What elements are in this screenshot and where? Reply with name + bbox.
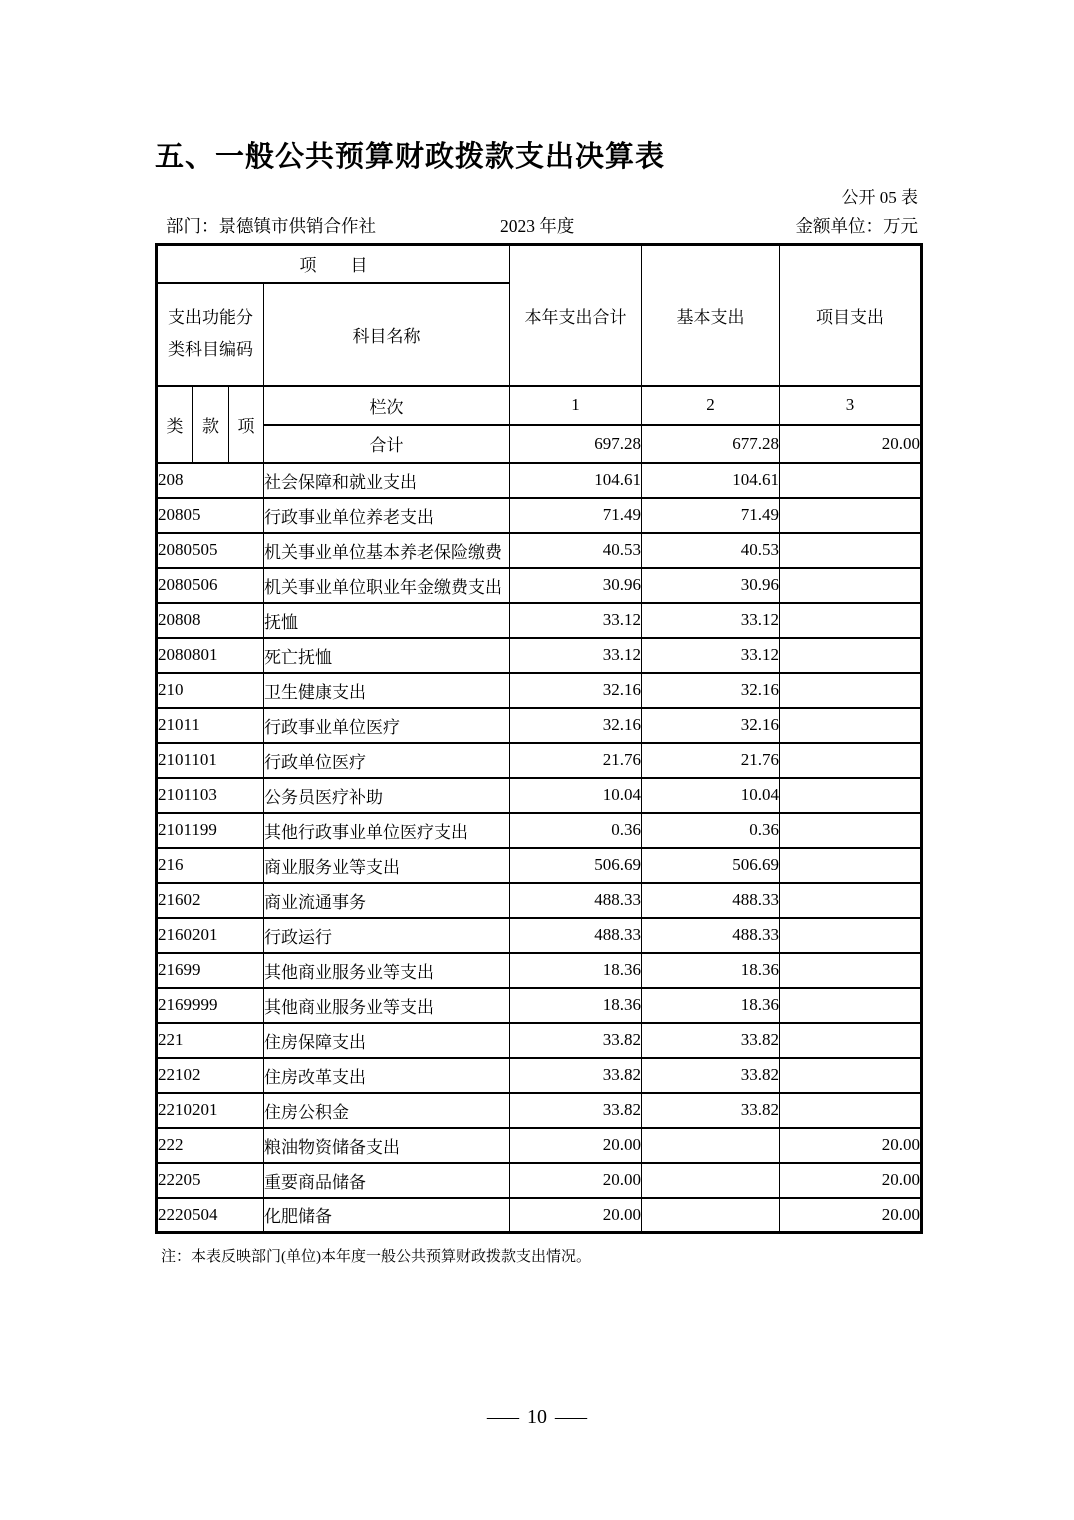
total-row: [157, 425, 922, 463]
row-basic-expense: 33.82: [642, 1093, 780, 1128]
row-year-total: 33.12: [510, 638, 642, 673]
row-basic-expense: 18.36: [642, 988, 780, 1023]
row-basic-expense: 33.82: [642, 1058, 780, 1093]
table-row: [157, 603, 922, 638]
row-basic-expense: 40.53: [642, 533, 780, 568]
row-function-code: 2101103: [157, 778, 264, 813]
row-project-expense: [780, 673, 922, 708]
header-subject-name: 科目名称: [264, 283, 510, 386]
table-header: [157, 245, 922, 463]
row-project-expense: [780, 778, 922, 813]
row-project-expense: [780, 1058, 922, 1093]
header-basic-expense: 基本支出: [642, 245, 780, 386]
row-basic-expense: 18.36: [642, 953, 780, 988]
row-basic-expense: 32.16: [642, 708, 780, 743]
table-row: [157, 638, 922, 673]
row-function-code: 2080505: [157, 533, 264, 568]
row-year-total: 0.36: [510, 813, 642, 848]
row-year-total: 20.00: [510, 1163, 642, 1198]
department-label: 部门：景德镇市供销合作社: [166, 216, 376, 236]
row-subject-name: 死亡抚恤: [264, 638, 510, 673]
table-row: [157, 568, 922, 603]
row-function-code: 210: [157, 673, 264, 708]
row-function-code: 20808: [157, 603, 264, 638]
footer-dash-right: —: [555, 1406, 587, 1428]
header-project-group: 项 目: [157, 245, 510, 283]
row-subject-name: 社会保障和就业支出: [264, 463, 510, 498]
row-subject-name: 粮油物资储备支出: [264, 1128, 510, 1163]
row-function-code: 22102: [157, 1058, 264, 1093]
header-lanci-label: 栏次: [264, 386, 510, 425]
row-subject-name: 卫生健康支出: [264, 673, 510, 708]
row-basic-expense: [642, 1198, 780, 1233]
row-project-expense: [780, 743, 922, 778]
row-basic-expense: 33.12: [642, 603, 780, 638]
row-year-total: 33.82: [510, 1058, 642, 1093]
header-project-expense: 项目支出: [780, 245, 922, 386]
row-year-total: 32.16: [510, 673, 642, 708]
row-basic-expense: 33.12: [642, 638, 780, 673]
total-row-year-total: 697.28: [510, 425, 642, 463]
total-row-project: 20.00: [780, 425, 922, 463]
header-col-number-1: 1: [510, 386, 642, 425]
row-project-expense: [780, 953, 922, 988]
row-year-total: 32.16: [510, 708, 642, 743]
row-basic-expense: 506.69: [642, 848, 780, 883]
form-code: 公开 05 表: [841, 188, 918, 207]
row-subject-name: 机关事业单位职业年金缴费支出: [264, 568, 510, 603]
row-subject-name: 行政运行: [264, 918, 510, 953]
header-row-lanci: [157, 386, 922, 425]
row-year-total: 20.00: [510, 1198, 642, 1233]
header-row-project: [157, 245, 922, 283]
row-basic-expense: 30.96: [642, 568, 780, 603]
row-basic-expense: 32.16: [642, 673, 780, 708]
row-year-total: 18.36: [510, 988, 642, 1023]
table-row: [157, 953, 922, 988]
row-basic-expense: 488.33: [642, 918, 780, 953]
row-year-total: 40.53: [510, 533, 642, 568]
table-row: [157, 848, 922, 883]
row-year-total: 488.33: [510, 918, 642, 953]
table-row: [157, 533, 922, 568]
row-project-expense: [780, 1023, 922, 1058]
row-subject-name: 机关事业单位基本养老保险缴费: [264, 533, 510, 568]
row-project-expense: [780, 568, 922, 603]
row-function-code: 2169999: [157, 988, 264, 1023]
row-subject-name: 行政单位医疗: [264, 743, 510, 778]
document-content: [155, 0, 920, 1267]
table-note: 注：本表反映部门(单位)本年度一般公共预算财政拨款支出情况。: [161, 1249, 591, 1265]
row-project-expense: 20.00: [780, 1198, 922, 1233]
row-function-code: 20805: [157, 498, 264, 533]
row-basic-expense: 33.82: [642, 1023, 780, 1058]
row-function-code: 2101101: [157, 743, 264, 778]
table-row: [157, 1198, 922, 1233]
row-subject-name: 抚恤: [264, 603, 510, 638]
row-basic-expense: 71.49: [642, 498, 780, 533]
table-row: [157, 463, 922, 498]
page-title: 五、一般公共预算财政拨款支出决算表: [155, 141, 666, 173]
table-row: [157, 1093, 922, 1128]
fiscal-year-label: 2023 年度: [500, 216, 575, 236]
expenditure-table: [155, 243, 923, 1234]
row-basic-expense: 0.36: [642, 813, 780, 848]
row-subject-name: 其他商业服务业等支出: [264, 953, 510, 988]
row-subject-name: 公务员医疗补助: [264, 778, 510, 813]
row-function-code: 22205: [157, 1163, 264, 1198]
row-function-code: 21699: [157, 953, 264, 988]
table-row: [157, 498, 922, 533]
row-function-code: 2101199: [157, 813, 264, 848]
row-project-expense: [780, 498, 922, 533]
page-number-footer: [0, 1404, 1074, 1430]
row-basic-expense: [642, 1163, 780, 1198]
header-col-section: 款: [193, 386, 229, 463]
row-project-expense: [780, 533, 922, 568]
header-col-number-3: 3: [780, 386, 922, 425]
row-year-total: 33.82: [510, 1093, 642, 1128]
row-year-total: 33.12: [510, 603, 642, 638]
row-subject-name: 住房保障支出: [264, 1023, 510, 1058]
row-function-code: 21602: [157, 883, 264, 918]
header-col-class: 类: [157, 386, 193, 463]
row-year-total: 21.76: [510, 743, 642, 778]
header-function-code-line2: 类科目编码: [168, 340, 253, 359]
page-number: 10: [527, 1406, 547, 1428]
row-year-total: 104.61: [510, 463, 642, 498]
row-function-code: 222: [157, 1128, 264, 1163]
row-subject-name: 重要商品储备: [264, 1163, 510, 1198]
header-col-item: 项: [229, 386, 264, 463]
row-year-total: 488.33: [510, 883, 642, 918]
header-function-code: [157, 283, 264, 386]
row-function-code: 2160201: [157, 918, 264, 953]
table-row: [157, 1128, 922, 1163]
table-row: [157, 813, 922, 848]
row-function-code: 208: [157, 463, 264, 498]
row-subject-name: 化肥储备: [264, 1198, 510, 1233]
row-function-code: 2210201: [157, 1093, 264, 1128]
row-function-code: 21011: [157, 708, 264, 743]
row-project-expense: 20.00: [780, 1128, 922, 1163]
table-row: [157, 1058, 922, 1093]
row-basic-expense: 104.61: [642, 463, 780, 498]
table-body: [157, 463, 922, 1233]
row-year-total: 506.69: [510, 848, 642, 883]
row-project-expense: [780, 463, 922, 498]
row-subject-name: 其他行政事业单位医疗支出: [264, 813, 510, 848]
header-year-total: 本年支出合计: [510, 245, 642, 386]
row-subject-name: 行政事业单位养老支出: [264, 498, 510, 533]
row-basic-expense: 21.76: [642, 743, 780, 778]
row-project-expense: [780, 1093, 922, 1128]
row-subject-name: 住房改革支出: [264, 1058, 510, 1093]
row-year-total: 30.96: [510, 568, 642, 603]
row-project-expense: [780, 988, 922, 1023]
table-row: [157, 918, 922, 953]
row-function-code: 216: [157, 848, 264, 883]
header-function-code-line1: 支出功能分: [168, 307, 253, 327]
table-row: [157, 1023, 922, 1058]
row-year-total: 33.82: [510, 1023, 642, 1058]
row-basic-expense: 10.04: [642, 778, 780, 813]
table-row: [157, 883, 922, 918]
row-subject-name: 住房公积金: [264, 1093, 510, 1128]
row-basic-expense: 488.33: [642, 883, 780, 918]
row-year-total: 71.49: [510, 498, 642, 533]
table-row: [157, 988, 922, 1023]
table-row: [157, 743, 922, 778]
row-subject-name: 行政事业单位医疗: [264, 708, 510, 743]
row-basic-expense: [642, 1128, 780, 1163]
row-function-code: 2220504: [157, 1198, 264, 1233]
total-row-basic: 677.28: [642, 425, 780, 463]
table-row: [157, 708, 922, 743]
row-project-expense: [780, 918, 922, 953]
row-subject-name: 商业服务业等支出: [264, 848, 510, 883]
row-project-expense: 20.00: [780, 1163, 922, 1198]
row-function-code: 2080801: [157, 638, 264, 673]
row-project-expense: [780, 848, 922, 883]
row-year-total: 18.36: [510, 953, 642, 988]
row-year-total: 10.04: [510, 778, 642, 813]
row-project-expense: [780, 603, 922, 638]
row-project-expense: [780, 638, 922, 673]
amount-unit-label: 金额单位：万元: [795, 216, 918, 236]
row-project-expense: [780, 883, 922, 918]
row-function-code: 221: [157, 1023, 264, 1058]
row-project-expense: [780, 813, 922, 848]
table-row: [157, 673, 922, 708]
table-row: [157, 1163, 922, 1198]
row-function-code: 2080506: [157, 568, 264, 603]
row-subject-name: 其他商业服务业等支出: [264, 988, 510, 1023]
footer-dash-left: —: [487, 1406, 519, 1428]
total-row-label: 合计: [264, 425, 510, 463]
row-year-total: 20.00: [510, 1128, 642, 1163]
table-meta-line: [155, 214, 920, 238]
row-project-expense: [780, 708, 922, 743]
row-subject-name: 商业流通事务: [264, 883, 510, 918]
table-row: [157, 778, 922, 813]
header-col-number-2: 2: [642, 386, 780, 425]
